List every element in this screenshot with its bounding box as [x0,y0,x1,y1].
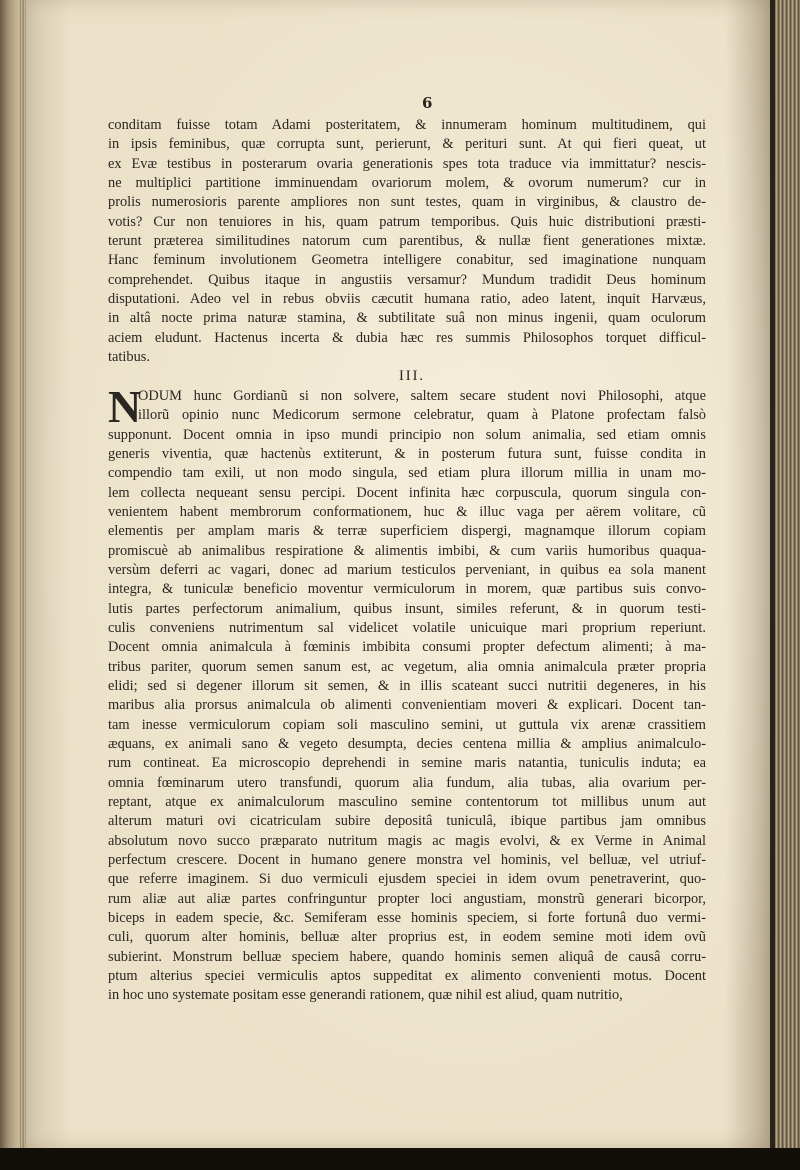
text-line: illorũ opinio nunc Medicorum sermone celebratur, quam à Platone profectam falsò [138,407,706,424]
text-line: elementis per amplam maris & terræ superficiem dispergi, magnamque illorum copiam [108,523,706,540]
text-line: terunt præterea similitudines natorum cum parentibus, & nullæ fient generationes mixtæ. [108,233,706,250]
drop-cap: N [108,381,142,432]
text-line: lutis partes perfectorum animalium, quibus insunt, similes referunt, & in quorum testi- [108,600,706,617]
text-line: culi, quorum alter hominis, belluæ alter proprius est, in eodem semine moti idem ovũ [108,929,706,946]
text-line: perfectum crescere. Docent in humano genere monstra vel hominis, vel belluæ, vel utriuf- [108,852,706,869]
text-line: ODUM hunc Gordianũ si non solvere, saltem secare student novi Philosophi, atque [138,387,706,404]
text-line: que referre imaginem. Si duo vermiculi ejusdem speciei in idem ovum penetraverint, quo- [108,871,706,888]
text-line: Hanc feminum involutionem Geometra intelligere conabitur, sed imaginatione nunquam [108,252,706,269]
text-line: biceps in eadem specie, &c. Semiferam esse hominis speciem, si forte fortunâ duo vermi- [108,910,706,927]
text-line: ex Evæ testibus in posterarum ovaria generationis spes tota traduce via immittatur? nescis- [108,155,706,172]
text-line: rum contineat. Ea microscopio deprehendi in semine maris natantia, tuniculis induta; ea [108,755,706,772]
text-line: promiscuè ab animalibus respiratione & alimentis imbibi, & cum variis humoribus quaqua- [108,542,706,559]
text-line: Docent omnia animalcula à fœminis imbibita consumi propter defectum alimenti; à ma- [108,639,706,656]
page-number: 6 [422,94,433,112]
text-line: compendio tam exili, ut non modo singula, sed etiam plura illorum millia in unam mo- [108,465,706,482]
page-stack-edge [770,0,800,1148]
page-text [108,116,706,1006]
scan-bottom-border [0,1148,800,1170]
text-line: maribus alia prorsus animalcula ob alimenti convenientiam moveri & explicari. Docent tan- [108,697,706,714]
text-line: in ipsis feminibus, quæ corrupta sunt, perierunt, & perituri sunt. At qui fieri queat, ut [108,136,706,153]
text-line: æquans, ex animali sano & vegeto desumpta, decies centena millia & amplius animalculo- [108,736,706,752]
text-line: tam inesse vermiculorum copiam soli masculino semini, ut guttula vix arenæ crassitiem [108,716,706,733]
text-line: ptum alterius speciei vermiculis aptos suppeditat ex alimento convenienti motus. Docent [108,968,706,985]
text-line: versùm deferri ac vagari, donec ad marium testiculos perveniant, in quibus ea sola manent [108,561,706,578]
text-line: elidi; sed si degener illorum sit semen, & in illis scateant succi nutritii degeneres, in his [108,677,706,694]
text-line: subierint. Monstrum belluæ speciem habere, quando hominis semen aliquâ de causâ corru- [108,948,706,965]
text-line: tribus pariter, quorum semen sanum est, ac vegetum, alia omnia animalcula præter propria [108,658,706,675]
text-line: omnia fœminarum utero transfundi, quorum alia fundum, alia tubas, alia ovarium per- [108,774,706,791]
text-line: comprehendet. Quibus itaque in angustiis versamur? Mundum tradidit Deus hominum [108,271,706,288]
text-line: aciem eludunt. Hactenus incerta & dubia hæc res summis Philosophos torquet difficul- [108,329,706,346]
text-line: culis conveniens nutrimentum sal videlicet volatile unicuique mari proprium reperiunt. [108,619,706,636]
text-line: generis viventia, quæ hactenùs extiterunt, & in posterum futura sunt, fuisse condita in [108,445,706,462]
text-line: votis? Cur non tenuiores in his, quam patrum temporibus. Quis huic distributioni præsti- [108,213,706,230]
paragraph-2 [108,381,706,1006]
text-line: conditam fuisse totam Adami posteritatem, & innumeram hominum multitudinem, qui [108,117,706,133]
text-line: alterum maturi ovi cicatriculam subire depositâ tuniculâ, ibique partibus jam omnibus [108,813,706,830]
text-line: venientem habent membrorum conformationem, huc & illuc vaga per aërem volitare, cũ [108,503,706,520]
book-binding-edge [0,0,26,1148]
text-line: rum aliæ aut aliæ partes confringuntur propter loci angustiam, monstrũ generari bicorpor, [108,890,706,907]
text-line: ne multiplici partitione imminuendam ovariorum molem, & ovorum numerum? cur in [108,175,706,192]
text-line: integra, & tuniculæ beneficio moventur vermiculorum in morem, quæ partibus suis convo- [108,581,706,598]
text-line: prolis numerosioris parente ampliores non sunt testes, quam in virginibus, & claustro de- [108,194,706,211]
text-line: disputationi. Adeo vel in rebus obviis cæcutit humana ratio, adeo latent, inquit Harvæus, [108,291,706,308]
text-line: tatibus. [108,349,150,366]
text-line: reptant, atque ex animalculorum masculino semine contentorum tot millibus unum aut [108,794,706,811]
text-line: in hoc uno systemate positam esse generandi rationem, quæ nihil est aliud, quam nutritio, [108,987,623,1004]
paragraph-1 [108,116,706,367]
section-number: III. [398,368,426,385]
text-line: supponunt. Docent omnia in ipso mundi principio non solum animalia, sed etiam omnis [108,426,706,443]
text-line: absolutum novo succo præparato nutritum magis ac magis evolvi, & ex Verme in Animal [108,832,706,849]
text-line: lem collecta nequeant sensu percipi. Docent infinita hæc corpuscula, quorum singula con- [108,484,706,501]
text-line: in altâ nocte prima naturæ stamina, & subtilitate suâ non minus ingenii, quam oculorum [108,310,706,327]
